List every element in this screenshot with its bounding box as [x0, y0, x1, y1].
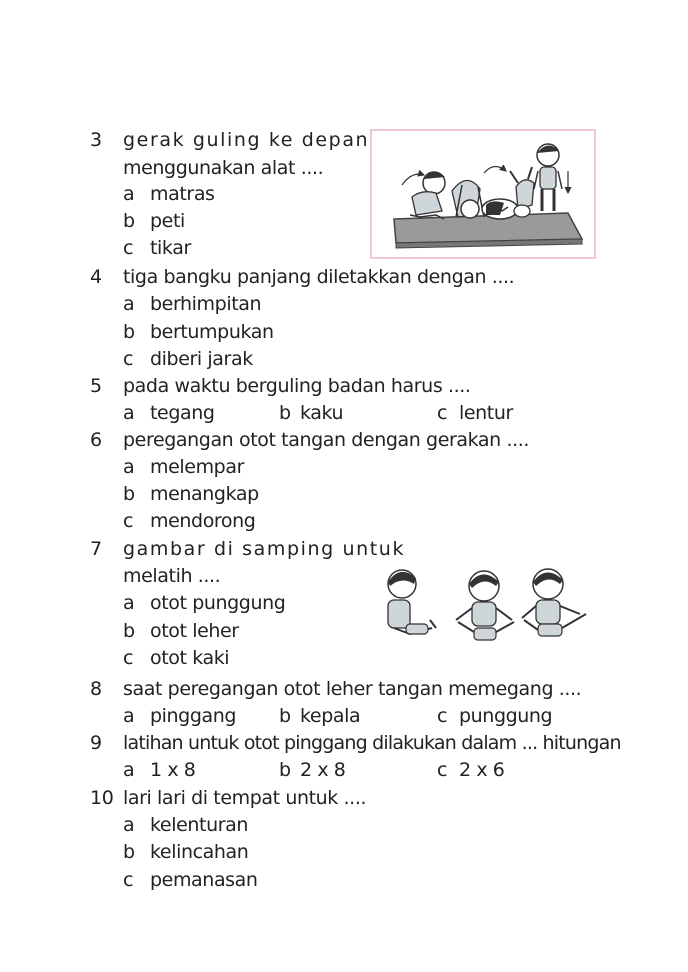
option-text: otot kaki [150, 647, 230, 669]
option-letter: a [123, 592, 135, 614]
question-stem-line: peregangan otot tangan dengan gerakan .... [123, 429, 530, 451]
question-stem-line: melatih .... [123, 565, 221, 587]
question-stem-line: latihan untuk otot pinggang dilakukan dalam ... hitungan [123, 732, 621, 754]
question-stem-line: saat peregangan otot leher tangan memegang .... [123, 678, 582, 700]
option-letter: c [123, 237, 134, 259]
option-text: diberi jarak [150, 348, 253, 370]
option-text: kelenturan [150, 814, 249, 836]
option-text: 2 x 8 [300, 759, 346, 781]
option-letter: a [123, 402, 135, 424]
option-text: bertumpukan [150, 321, 274, 343]
option-letter: a [123, 293, 135, 315]
option-text: kelincahan [150, 841, 249, 863]
option-letter: c [437, 759, 448, 781]
question-number: 9 [90, 732, 102, 754]
question-number: 7 [90, 538, 102, 560]
option-letter: b [123, 841, 135, 863]
question-stem-line: gerak guling ke depan [123, 129, 370, 151]
option-letter: c [123, 510, 134, 532]
option-letter: c [123, 348, 134, 370]
option-letter: b [123, 210, 135, 232]
question-stem-line: pada waktu berguling badan harus .... [123, 375, 471, 397]
stretching-drawing [376, 562, 598, 654]
option-text: mendorong [150, 510, 256, 532]
option-text: matras [150, 183, 215, 205]
question-number: 5 [90, 375, 102, 397]
option-letter: c [123, 647, 134, 669]
option-letter: a [123, 456, 135, 478]
option-text: kepala [300, 705, 361, 727]
option-text: tegang [150, 402, 215, 424]
question-stem-line: lari lari di tempat untuk .... [123, 787, 367, 809]
option-letter: c [123, 869, 134, 891]
option-text: pemanasan [150, 869, 258, 891]
option-text: 1 x 8 [150, 759, 196, 781]
option-letter: a [123, 705, 135, 727]
option-text: tikar [150, 237, 191, 259]
question-stem-line: menggunakan alat .... [123, 157, 324, 179]
option-letter: c [437, 402, 448, 424]
question-number: 3 [90, 129, 102, 151]
option-letter: b [123, 620, 135, 642]
question-number: 4 [90, 266, 102, 288]
question-stem-line: gambar di samping untuk [123, 538, 406, 560]
option-text: berhimpitan [150, 293, 262, 315]
option-letter: a [123, 759, 135, 781]
option-letter: c [437, 705, 448, 727]
forward-roll-illustration [370, 129, 596, 259]
option-text: kaku [300, 402, 344, 424]
option-text: peti [150, 210, 185, 232]
option-letter: b [279, 705, 291, 727]
question-stem-line: tiga bangku panjang diletakkan dengan .... [123, 266, 515, 288]
option-text: melempar [150, 456, 244, 478]
option-text: punggung [459, 705, 553, 727]
option-text: lentur [459, 402, 513, 424]
option-letter: b [123, 483, 135, 505]
option-letter: a [123, 183, 135, 205]
forward-roll-drawing [372, 131, 594, 257]
option-letter: b [279, 402, 291, 424]
option-text: pinggang [150, 705, 237, 727]
option-letter: b [279, 759, 291, 781]
option-text: otot punggung [150, 592, 286, 614]
question-number: 6 [90, 429, 102, 451]
option-letter: b [123, 321, 135, 343]
stretching-illustration [376, 562, 598, 654]
question-number: 10 [90, 787, 114, 809]
question-number: 8 [90, 678, 102, 700]
option-text: menangkap [150, 483, 259, 505]
option-text: 2 x 6 [459, 759, 505, 781]
option-letter: a [123, 814, 135, 836]
option-text: otot leher [150, 620, 239, 642]
